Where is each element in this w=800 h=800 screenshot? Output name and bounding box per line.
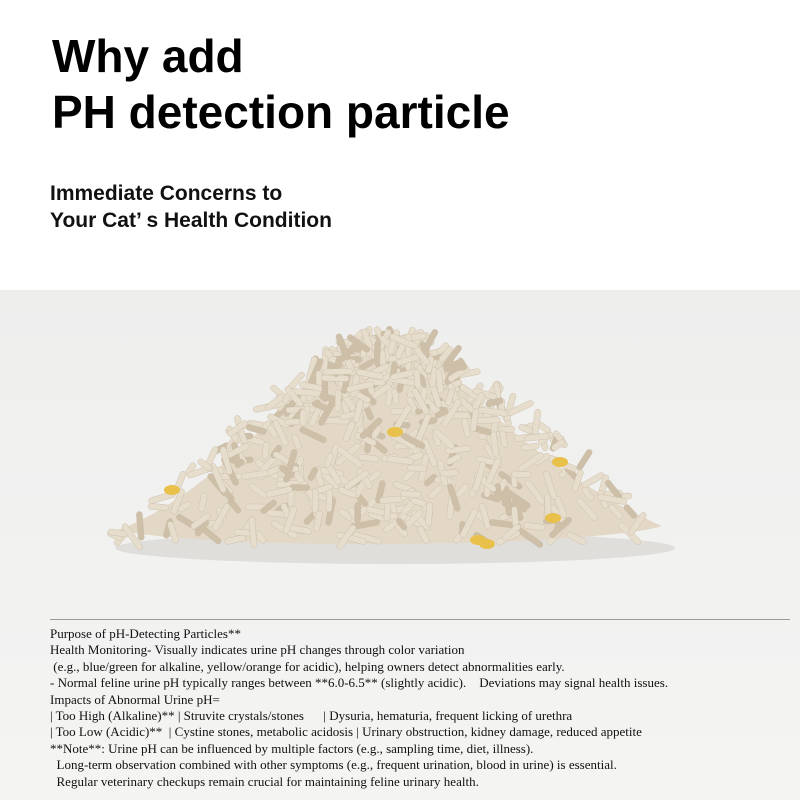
litter-granule <box>136 511 144 540</box>
ph-particle <box>470 535 486 545</box>
note-line: | Too Low (Acidic)** | Cystine stones, metabolic acidosis | Urinary obstruction, kidney damage, reduced appetite <box>50 724 642 740</box>
litter-granule <box>407 465 426 471</box>
note-line: | Too High (Alkaline)** | Struvite crystals/stones | Dysuria, hematuria, frequent licking of urethra <box>50 708 573 724</box>
litter-granule <box>503 392 516 421</box>
litter-granule <box>285 418 300 425</box>
litter-granule <box>148 503 169 511</box>
litter-granule <box>323 368 353 375</box>
litter-granule <box>511 471 531 477</box>
ph-particle <box>164 485 180 495</box>
note-line: Health Monitoring- Visually indicates urine pH changes through color variation <box>50 642 465 658</box>
ph-info-notes <box>50 619 790 790</box>
note-line: Long-term observation combined with other symptoms (e.g., frequent urination, blood in urine) is essential. <box>50 757 617 773</box>
subtitle-line-2: Your Cat’ s Health Condition <box>50 209 332 232</box>
subtitle-line-1: Immediate Concerns to <box>50 182 283 205</box>
note-line: Regular veterinary checkups remain crucial for maintaining feline urinary health. <box>50 773 479 789</box>
note-line: **Note**: Urine pH can be influenced by multiple factors (e.g., sampling time, diet, illness). <box>50 740 534 756</box>
ph-particle <box>387 427 403 437</box>
litter-granule <box>401 491 421 498</box>
title-line-1: Why add <box>52 30 244 82</box>
litter-granule <box>425 502 433 527</box>
litter-granule <box>312 489 318 513</box>
header <box>0 0 800 290</box>
ph-particle <box>545 513 561 523</box>
subtitle <box>50 180 332 234</box>
litter-granule <box>300 409 306 426</box>
note-line: - Normal feline urine pH typically ranges between **6.0-6.5** (slightly acidic). Deviations may signal health issues. <box>50 675 669 691</box>
note-line: Purpose of pH-Detecting Particles** <box>50 626 241 641</box>
litter-granule <box>354 502 360 523</box>
note-line: Impacts of Abnormal Urine pH= <box>50 691 220 707</box>
litter-granule <box>441 470 459 477</box>
title-line-2: PH detection particle <box>52 86 510 138</box>
litter-granule <box>335 390 341 412</box>
litter-granule <box>384 503 391 521</box>
litter-granule <box>374 340 381 365</box>
ph-particle <box>552 457 568 467</box>
litter-granule <box>326 489 333 512</box>
litter-granule <box>576 448 594 471</box>
page-title <box>52 28 510 140</box>
litter-pile-illustration <box>0 290 800 620</box>
note-line: (e.g., blue/green for alkaline, yellow/orange for acidic), helping owners detect abnormalities early. <box>50 658 565 674</box>
